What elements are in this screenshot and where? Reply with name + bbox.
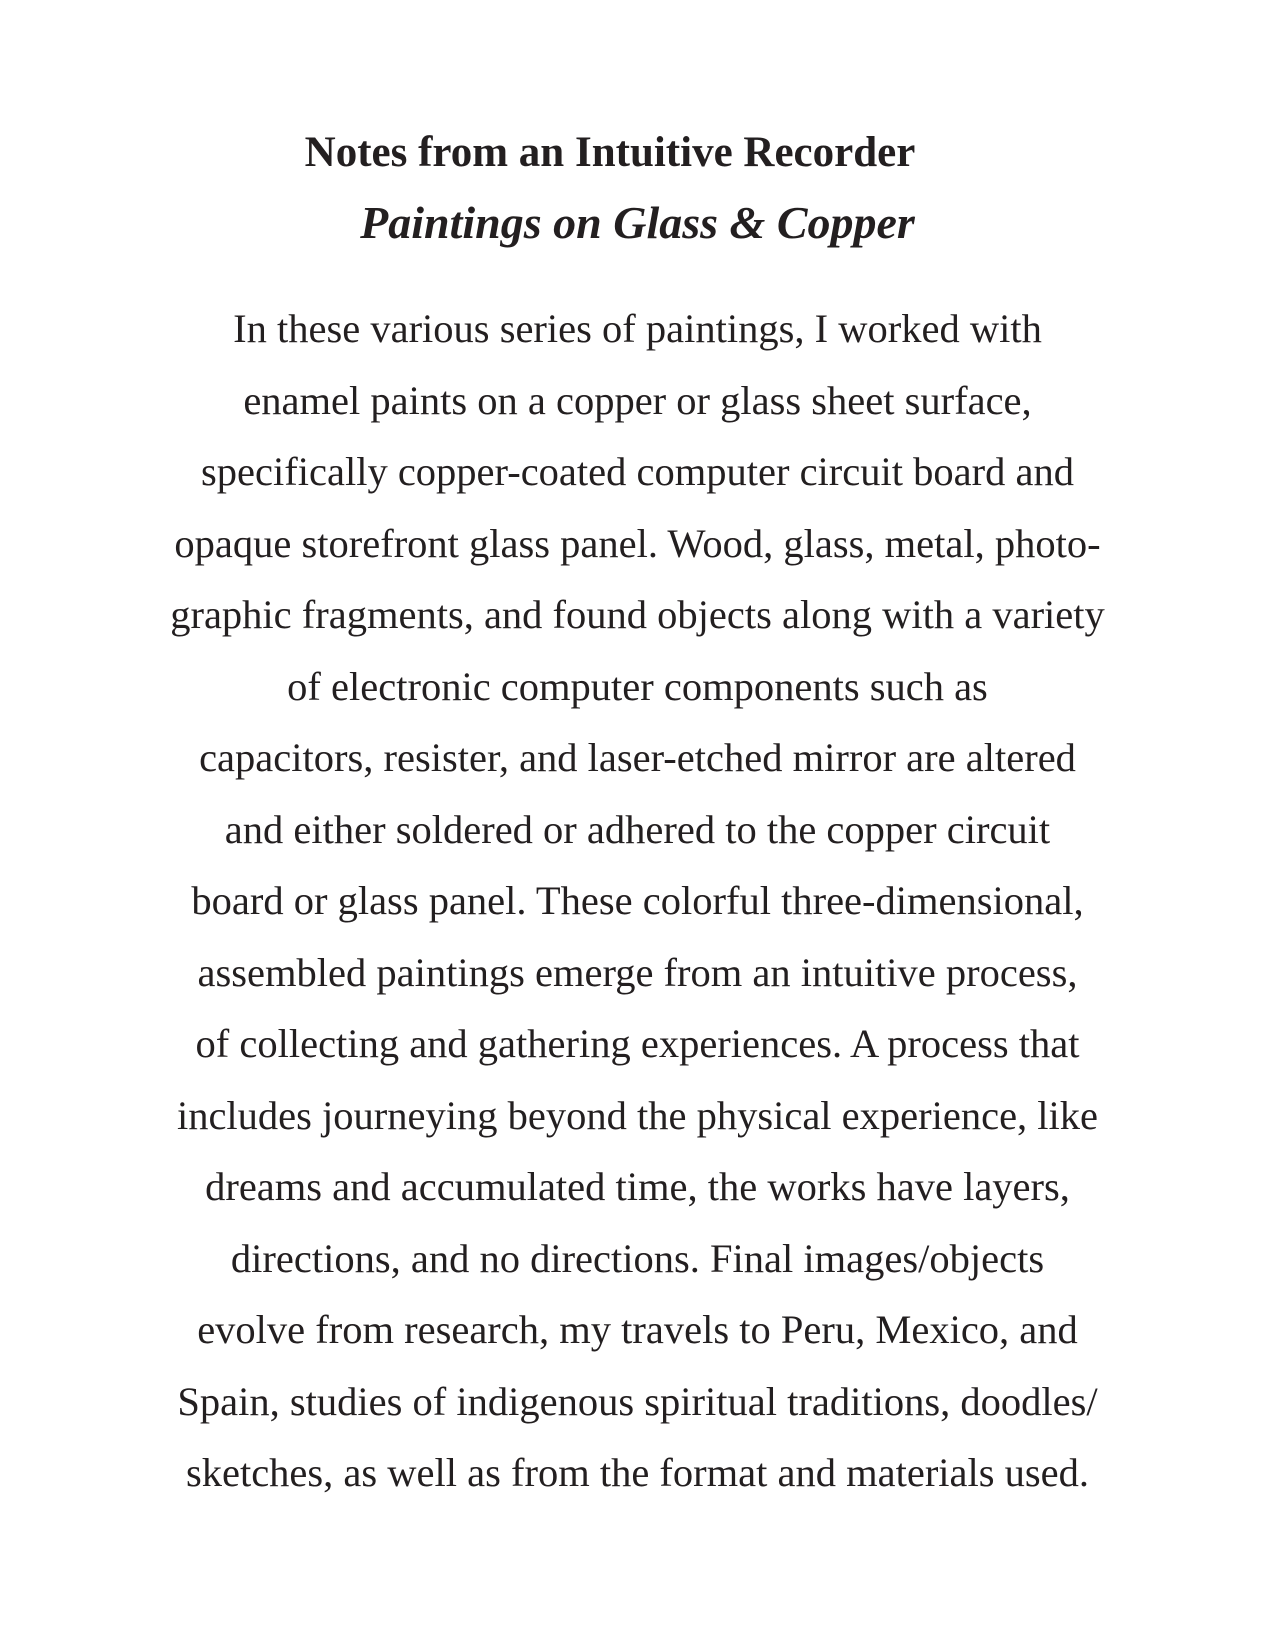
body-line: assembled paintings emerge from an intuitive process, [197, 949, 1078, 995]
body-line: enamel paints on a copper or glass sheet surface, [243, 377, 1032, 423]
body-line: of electronic computer components such as [287, 663, 988, 709]
body-line: board or glass panel. These colorful three-dimensional, [191, 878, 1084, 923]
body-line: dreams and accumulated time, the works have layers, [205, 1164, 1070, 1209]
body-line: and either soldered or adhered to the copper circuit [224, 806, 1051, 852]
body-line: Spain, studies of indigenous spiritual traditions, doodles/ [177, 1378, 1098, 1424]
body-line: directions, and no directions. Final images/objects [230, 1235, 1045, 1281]
body-line: opaque storefront glass panel. Wood, glass, metal, photo- [174, 520, 1101, 566]
body-paragraph [95, 293, 1180, 1509]
document-subtitle: Paintings on Glass & Copper [360, 197, 915, 248]
body-line: evolve from research, my travels to Peru, Mexico, and [197, 1307, 1078, 1352]
document-title: Notes from an Intuitive Recorder [304, 129, 916, 176]
body-line: capacitors, resister, and laser-etched mirror are altered [199, 735, 1076, 780]
body-line: includes journeying beyond the physical experience, like [176, 1092, 1099, 1138]
body-line: specifically copper-coated computer circuit board and [201, 449, 1074, 494]
body-line: sketches, as well as from the format and materials used. [185, 1450, 1090, 1495]
body-line: In these various series of paintings, I worked with [233, 306, 1042, 351]
body-line: of collecting and gathering experiences. A process that [195, 1021, 1080, 1066]
body-line: graphic fragments, and found objects along with a variety [170, 592, 1105, 637]
